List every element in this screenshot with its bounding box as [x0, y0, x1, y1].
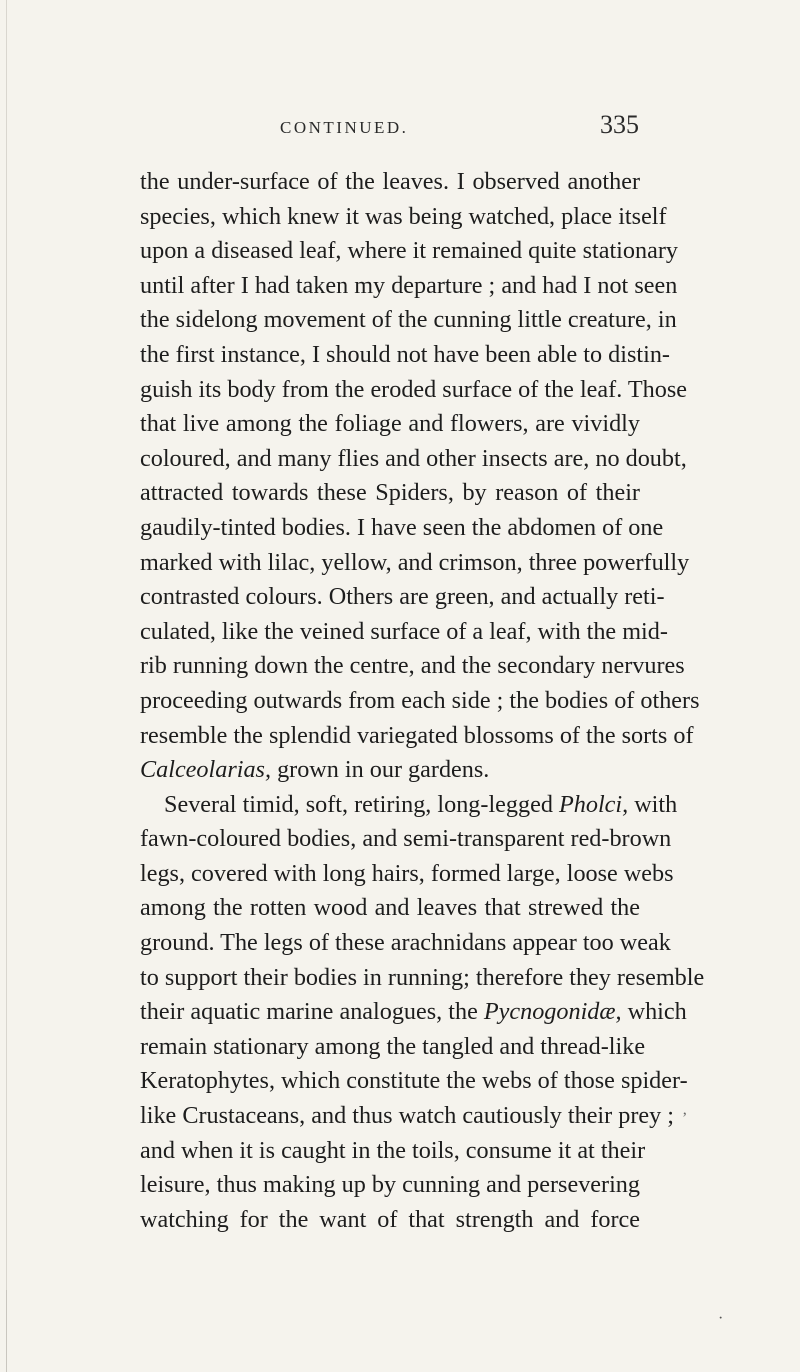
- text-line: gaudily-tinted bodies. I have seen the abdomen of one: [140, 513, 664, 541]
- text-line: resemble the splendid variegated blossoms of the sorts of: [140, 721, 694, 749]
- text-line: to support their bodies in running; therefore they resemble: [140, 963, 705, 991]
- text-line: watching for the want of that strength and force: [140, 1205, 640, 1233]
- page-edge-shadow: [6, 0, 7, 1372]
- margin-dot-mark: ·: [718, 1310, 724, 1327]
- text-line: marked with lilac, yellow, and crimson, three powerfully: [140, 548, 690, 576]
- text-line: until after I had taken my departure ; and had I not seen: [140, 271, 678, 299]
- text-span: which: [621, 998, 687, 1026]
- margin-tick-mark: ’: [682, 1110, 688, 1127]
- text-line: proceeding outwards from each side ; the bodies of others: [140, 686, 700, 714]
- text-line: the first instance, I should not have been able to distin-: [140, 340, 670, 368]
- italic-term: Pholci,: [558, 790, 629, 818]
- text-span: Several timid, soft, retiring, long-legged: [164, 790, 559, 818]
- italic-term: Calceolarias,: [140, 756, 272, 784]
- text-line: coloured, and many flies and other insects are, no doubt,: [140, 444, 687, 472]
- page-number: 335: [600, 110, 639, 139]
- text-line-paragraph-end: [140, 753, 640, 788]
- text-line: remain stationary among the tangled and thread-like: [140, 1032, 646, 1060]
- italic-term: Pycnogonidæ,: [483, 998, 622, 1026]
- text-line: among the rotten wood and leaves that strewed the: [140, 894, 640, 922]
- text-span: their aquatic marine analogues, the: [140, 998, 484, 1026]
- text-line: leisure, thus making up by cunning and persevering: [140, 1171, 640, 1199]
- text-line: legs, covered with long hairs, formed large, loose webs: [140, 859, 674, 887]
- text-line: culated, like the veined surface of a leaf, with the mid-: [140, 617, 668, 645]
- running-head: CONTINUED.: [280, 118, 409, 137]
- text-span: grown in our gardens.: [271, 756, 490, 784]
- text-span: with: [628, 790, 678, 818]
- text-line: species, which knew it was being watched, place itself: [140, 202, 667, 230]
- body-text: [140, 165, 705, 1237]
- text-line: [140, 995, 687, 1030]
- text-line: fawn-coloured bodies, and semi-transparent red-brown: [140, 825, 672, 853]
- text-line: like Crustaceans, and thus watch cautiously their prey ;: [140, 1102, 674, 1130]
- text-line: contrasted colours. Others are green, and actually reti-: [140, 583, 665, 611]
- text-line: rib running down the centre, and the secondary nervures: [140, 652, 685, 680]
- text-line: Keratophytes, which constitute the webs of those spider-: [140, 1067, 688, 1095]
- text-line: upon a diseased leaf, where it remained quite stationary: [140, 237, 678, 265]
- page-edge-shadow-bottom: [6, 1290, 7, 1372]
- text-line: the under-surface of the leaves. I observed another: [140, 168, 640, 195]
- text-line: that live among the foliage and flowers, are vividly: [140, 410, 640, 438]
- text-line: the sidelong movement of the cunning little creature, in: [140, 306, 677, 334]
- text-line: attracted towards these Spiders, by reason of their: [140, 479, 640, 507]
- text-line: and when it is caught in the toils, consume it at their: [140, 1136, 646, 1164]
- text-line: guish its body from the eroded surface of the leaf. Those: [140, 375, 687, 403]
- text-line: ground. The legs of these arachnidans appear too weak: [140, 929, 671, 957]
- text-line-paragraph-start: [140, 788, 678, 823]
